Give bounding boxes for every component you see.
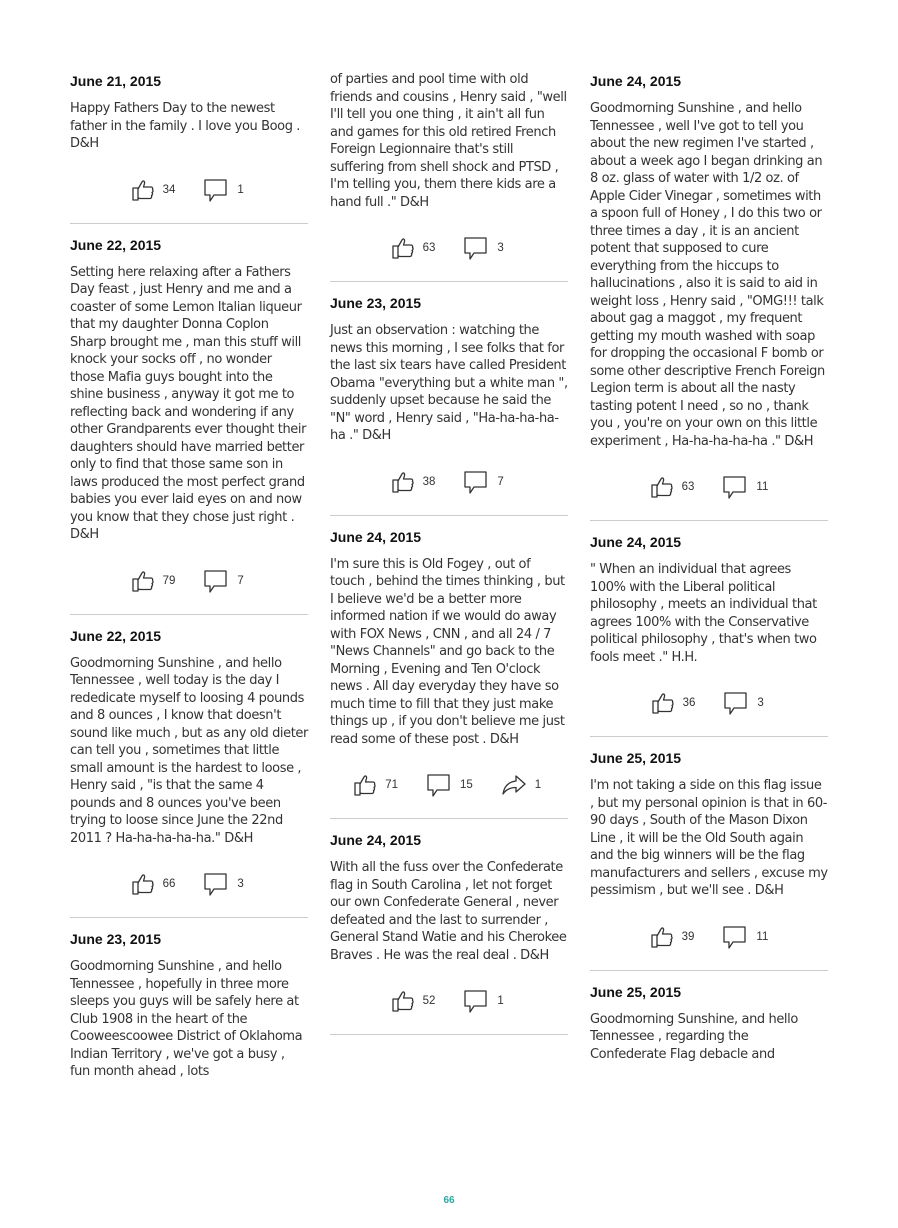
post-body: Goodmorning Sunshine, and hello Tennessee , regarding the Confederate Flag debacle and [590, 1011, 798, 1062]
comment-icon [203, 871, 229, 897]
column-1 [70, 60, 308, 1081]
post-date: June 24, 2015 [590, 73, 682, 89]
thumbs-up-icon [131, 569, 155, 593]
column-3 [590, 60, 828, 1063]
post-date: June 23, 2015 [70, 931, 162, 947]
post-body: I'm not taking a side on this flag issue , but my personal opinion is that in 60-90 days , South of the Mason Dixon Line , it will be the Old South again and the big winners will be the flag manufacturers and sellers , excuse my pessimism , but we'll see . D&H [590, 778, 828, 898]
post-stats [70, 175, 308, 205]
comment-button[interactable] [203, 568, 247, 594]
like-count: 34 [162, 183, 176, 196]
like-button[interactable] [391, 236, 436, 260]
like-count: 36 [682, 697, 696, 709]
thumbs-up-icon [650, 925, 674, 949]
like-count: 38 [422, 475, 436, 488]
post [590, 60, 828, 521]
comment-button[interactable] [722, 474, 768, 500]
like-count: 71 [385, 779, 398, 791]
post-stats [70, 869, 308, 899]
post-date: June 22, 2015 [70, 627, 162, 644]
like-count: 66 [162, 878, 176, 890]
post-body: Goodmorning Sunshine , and hello Tennessee , well I've got to tell you about the new regimen I've started , about a week ago I began drinking an 8 oz. glass of water with 1/2 oz. of Apple Cider Vinegar , sometimes with a spoon full of Honey , I do this two or three times a day , it is an ancient potent that supposed to cure everything from the hiccups to hallucinations , also it is said to aid in weight loss , Henry said , "OMG!!! talk about gag a maggot , my frequent getting my mouth washed with soap for dropping the occasional F bomb or some other descriptive French Foreign Legion term is about all the nasty tasting potent I need , so no , thank you , you're on your own on this little experiment , Ha-ha-ha-ha-ha ." D&H [590, 101, 825, 449]
post-body: Goodmorning Sunshine , and hello Tennessee , well today is the day I rededicate myself to loosing 4 pounds and 8 ounces , I know that doesn't sound like much , but as any old dieter can tell you , sometimes that little small amount is the hardest to loose , Henry said , "is that the same 4 pounds and 8 ounces you've been trying to loose since June the 22nd 2011 ? Ha-ha-ha-ha-ha." D&H [70, 655, 308, 846]
post-stats [330, 770, 568, 800]
post [330, 516, 568, 820]
comment-icon [722, 474, 748, 500]
share-arrow-icon [501, 773, 527, 797]
post-date: June 25, 2015 [590, 983, 682, 1000]
page-number: 66 [443, 1195, 455, 1206]
post-body: Just an observation : watching the news this morning , I see folks that for the last six tears have called President Obama "everything but a white man ", suddenly upset because he said the "N" word , Henry said , "Ha-ha-ha-ha-ha ." D&H [330, 323, 568, 443]
comment-count: 1 [497, 995, 504, 1007]
comment-count: 7 [237, 574, 244, 587]
comment-icon [723, 690, 749, 716]
like-button[interactable] [650, 925, 695, 949]
comment-icon [463, 988, 489, 1014]
comment-button[interactable] [426, 772, 473, 798]
like-count: 79 [162, 574, 176, 587]
post-stats [330, 233, 568, 263]
like-count: 52 [422, 995, 436, 1007]
post-date: June 22, 2015 [70, 236, 162, 253]
post-body: Setting here relaxing after a Fathers Day feast , just Henry and me and a coaster of some Lemon Italian liqueur that my daughter Donna Coplon Sharp brought me , man this stuff will knock your socks off , no wonder those Mafia guys bought into the shine business , anyway it got me to reflecting back and wondering if any other Grandparents ever thought their daughters should have married better only to find that those same son in laws produced the most perfect grand babies you ever laid eyes on and now you know that they chose just right . D&H [70, 264, 307, 542]
like-button[interactable] [391, 989, 436, 1013]
like-button[interactable] [353, 773, 398, 797]
post-date: June 21, 2015 [70, 73, 162, 89]
comment-button[interactable] [722, 924, 768, 950]
like-button[interactable] [650, 475, 695, 499]
thumbs-up-icon [131, 872, 155, 896]
comment-icon [463, 235, 489, 261]
comment-button[interactable] [463, 988, 507, 1014]
post-stats [330, 986, 568, 1016]
like-button[interactable] [131, 178, 176, 202]
like-button[interactable] [131, 872, 176, 896]
comment-count: 11 [756, 930, 769, 943]
comment-count: 1 [237, 183, 244, 196]
post-stats [70, 566, 308, 596]
divider [330, 1034, 568, 1035]
comment-icon [203, 568, 229, 594]
post-body: Goodmorning Sunshine , and hello Tennessee , hopefully in three more sleeps you guys will be safely here at Club 1908 in the heart of the Cooweescoowee District of Oklahoma Indian Territory , we've got a busy , fun month ahead , lots [70, 959, 303, 1079]
post-date: June 25, 2015 [590, 750, 682, 766]
post-body: " When an individual that agrees 100% with the Liberal political philosophy , meets an individual that agrees 100% with the Conservative political philosophy , that's when two fools meet ." H.H. [590, 562, 817, 665]
comment-icon [426, 772, 452, 798]
post-stats [590, 688, 828, 718]
comment-button[interactable] [463, 469, 507, 495]
comment-button[interactable] [723, 690, 767, 716]
post-body: Happy Fathers Day to the newest father in the family . I love you Boog . D&H [70, 101, 301, 151]
post [70, 918, 308, 1081]
post-date: June 24, 2015 [330, 832, 422, 848]
thumbs-up-icon [391, 470, 415, 494]
share-count: 1 [534, 779, 542, 791]
comment-icon [463, 469, 489, 495]
post [590, 971, 828, 1064]
thumbs-up-icon [353, 773, 377, 797]
comment-button[interactable] [203, 177, 247, 203]
post [70, 615, 308, 919]
post-body: I'm sure this is Old Fogey , out of touch , behind the times thinking , but I believe we'd be a better more informed nation if we would do away with FOX News , CNN , and all 24 / 7 "News Channels" and go back to the Morning , Evening and Ten O'clock news . All day everyday they have so much time to fill that they just make things up , if you don't believe me just read some of these post . D&H [330, 556, 565, 747]
like-count: 39 [681, 930, 695, 943]
like-button[interactable] [131, 569, 176, 593]
comment-icon [722, 924, 748, 950]
post-date: June 23, 2015 [330, 295, 422, 311]
post-date: June 24, 2015 [590, 534, 682, 550]
post [330, 282, 568, 516]
post-body: With all the fuss over the Confederate flag in South Carolina , let not forget our own Confederate General , never defeated and the last to surrender , General Stand Watie and his Cherokee Braves . He was the real deal . D&H [330, 860, 567, 963]
post [590, 521, 828, 737]
column-2 [330, 71, 568, 1035]
post-stats [330, 467, 568, 497]
comment-count: 3 [237, 878, 244, 890]
post [590, 737, 828, 971]
comment-count: 3 [497, 242, 504, 254]
post [330, 819, 568, 1035]
post-body: of parties and pool time with old friends and cousins , Henry said , "well I'll tell you one thing , it ain't all fun and games for this old retired French Foreign Legionnaire that's still suffering from shell shock and PTSD , I'm telling you, them there kids are a hand full ." D&H [330, 72, 567, 210]
comment-count: 15 [460, 779, 473, 791]
comment-button[interactable] [203, 871, 247, 897]
post-stats [590, 922, 828, 952]
post-stats [590, 472, 828, 502]
post [330, 71, 568, 282]
share-button[interactable] [501, 773, 545, 797]
like-count: 63 [681, 481, 695, 493]
like-count: 63 [422, 242, 436, 254]
thumbs-up-icon [391, 989, 415, 1013]
thumbs-up-icon [391, 236, 415, 260]
post [70, 224, 308, 615]
thumbs-up-icon [131, 178, 155, 202]
comment-count: 7 [497, 475, 504, 488]
comment-icon [203, 177, 229, 203]
comment-button[interactable] [463, 235, 507, 261]
post [70, 60, 308, 224]
comment-count: 11 [756, 481, 769, 493]
comment-count: 3 [757, 697, 764, 709]
post-date: June 24, 2015 [330, 528, 422, 545]
thumbs-up-icon [651, 691, 675, 715]
like-button[interactable] [391, 470, 436, 494]
like-button[interactable] [651, 691, 696, 715]
thumbs-up-icon [650, 475, 674, 499]
